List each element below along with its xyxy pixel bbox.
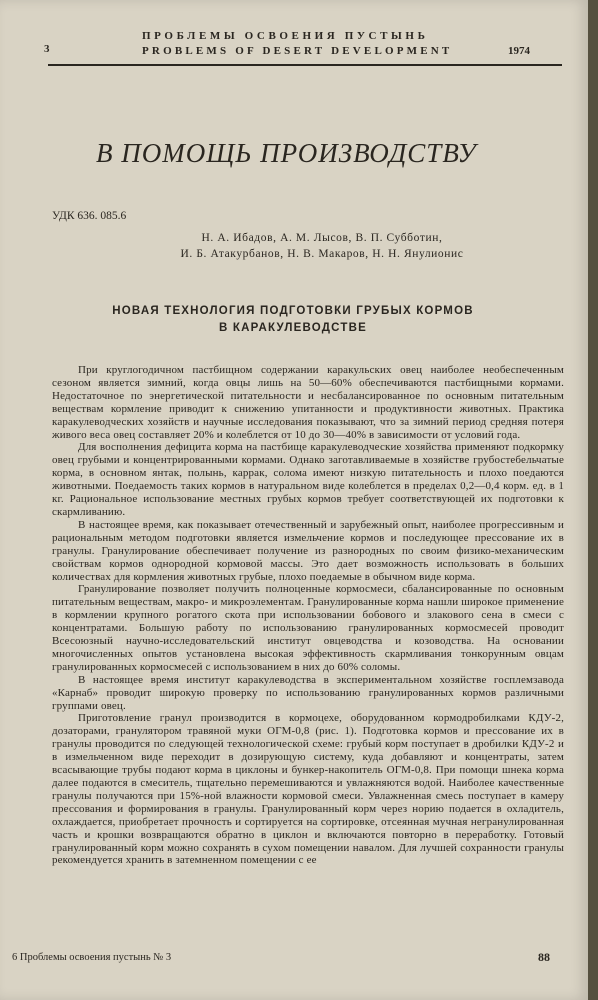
- author-line: Н. А. Ибадов, А. М. Лысов, В. П. Субботин,: [201, 232, 443, 244]
- article-title-line: НОВАЯ ТЕХНОЛОГИЯ ПОДГОТОВКИ ГРУБЫХ КОРМОВ: [112, 305, 474, 317]
- issue-number: 3: [44, 43, 50, 55]
- article-body: [52, 364, 564, 867]
- page-number: 88: [538, 950, 550, 964]
- issue-year: 1974: [508, 45, 530, 57]
- article-title-line: В КАРАКУЛЕВОДСТВЕ: [219, 322, 367, 334]
- paragraph: В настоящее время институт каракулеводства в экспериментальном хозяйстве госплемзавода «Карнаб» проводит широкую проверку по использованию гранулированных кормов различными группами овец.: [52, 673, 564, 712]
- paragraph: При круглогодичном пастбищном содержании каракульских овец наиболее необеспеченным сезоном является зимний, когда овцы лишь на 50—60% обеспечиваются пастбищными кормами. Недостаточное по энергетической питательности и несбалансированное по основным питательным веществам кормление приводит к снижению упитанности и продуктивности животных. Практика каракулеводческих хозяйств и научные исследования показывают, что за зимний период средняя потеря живого веса овец составляет 20% и колеблется от 10 до 30—40% в зависимости от условий года.: [52, 364, 564, 441]
- author-line: И. Б. Атакурбанов, Н. В. Макаров, Н. Н. Янулионис: [180, 248, 464, 260]
- paragraph: Для восполнения дефицита корма на пастбище каракулеводческие хозяйства применяют подкормку овец грубыми и концентрированными кормами. Однако заготавливаемые в хозяйстве грубостебельчатые корма, в основном янтак, полынь, каррак, солома имеют низкую питательность и плохо поедаются животными. Поедаемость таких кормов в натуральном виде колеблется в пределах 0,2—0,4 корм. ед. в 1 кг. Рациональное использование местных грубых кормов требует соответствующей их подготовки к скармливанию.: [52, 441, 564, 518]
- running-header: [42, 16, 562, 70]
- footer-signature: 6 Проблемы освоения пустынь № 3: [12, 952, 172, 963]
- header-rule: [48, 64, 562, 66]
- section-title: В ПОМОЩЬ ПРОИЗВОДСТВУ: [96, 138, 477, 168]
- journal-title-en: PROBLEMS OF DESERT DEVELOPMENT: [142, 45, 453, 57]
- paragraph: Приготовление гранул производится в кормоцехе, оборудованном кормодробилками КДУ-2, дозаторами, гранулятором травяной муки ОГМ-0,8 (рис. 1). Подготовка кормов и прессование их в гранулы проводится по следующей технологической схеме: грубый корм поступает в дробилки КДУ-2 и в измельченном виде переходит в дозирующую систему, куда добавляют и концентраты, затем всасывающие трубы подают корма в циклоны и бункер-накопитель ОГМ-0,8. При помощи шнека корма далее подаются в смеситель, тщательно перемешиваются и увлажняются водой. Наиболее качественные гранулы получаются при 15%-ной влажности кормовой смеси. Увлажненная смесь поступает в камеру прессования и формирования в гранулы. Гранулированный корм через норию подается в охладитель, охлаждается, приобретает прочность и сортируется на сортировке, отсеянная мучная негранулированная часть и крошки возвращаются обратно в циклон и включаются повторно в переработку. Готовый гранулированный корм можно сохранять в сухом помещении навалом. Для лучшей сохранности гранулы рекомендуется хранить в затемненном помещении с ее: [52, 712, 564, 867]
- udk-code: УДК 636. 085.6: [52, 210, 127, 222]
- article-title: [70, 303, 516, 337]
- journal-title-ru: ПРОБЛЕМЫ ОСВОЕНИЯ ПУСТЫНЬ: [142, 30, 429, 42]
- paragraph: В настоящее время, как показывает отечественный и зарубежный опыт, наиболее прогрессивным и рациональным методом подготовки является измельчение кормов и последующее прессование их в гранулы. Гранулирование обеспечивает получение из разнородных по своим физико-механическим свойствам кормов однородной кормовой массы. Это дает возможность использовать в больших количествах для кормления животных грубые, плохо поедаемые в обычном виде корма.: [52, 518, 564, 583]
- author-list: [112, 230, 532, 262]
- page-edge-shadow: [588, 0, 598, 1000]
- paragraph: Гранулирование позволяет получить полноценные кормосмеси, сбалансированные по основным питательным веществам, макро- и микроэлементам. Гранулированные корма нашли широкое применение в кормлении крупного рогатого скота при использовании бобового и злакового сена в смеси с концентратами. Большую работу по использованию гранулированных кормосмесей проводит Всесоюзный научно-исследовательский институт овцеводства и козоводства. На основании многочисленных опытов установлена высокая эффективность скармливания тонкорунным овцам гранулированных кормосмесей с использованием в них до 60% соломы.: [52, 583, 564, 673]
